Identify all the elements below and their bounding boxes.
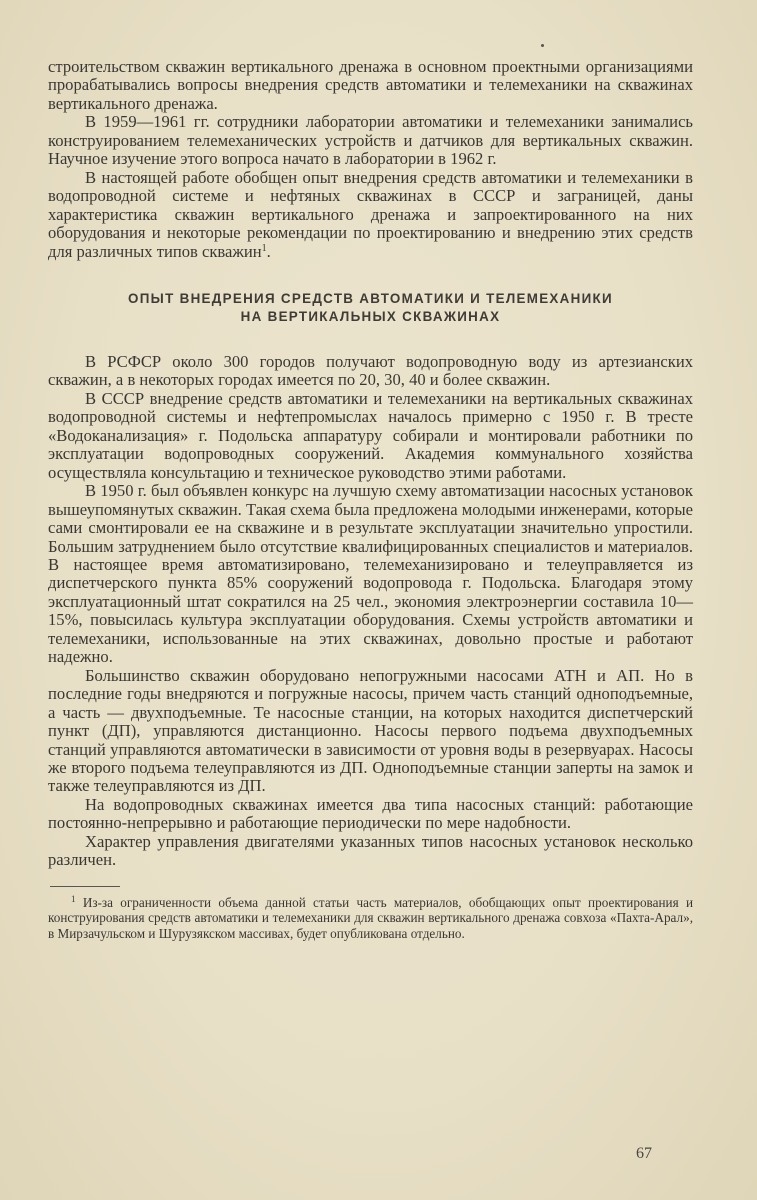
section-heading-line-2: НА ВЕРТИКАЛЬНЫХ СКВАЖИНАХ — [240, 308, 501, 324]
ink-speck — [541, 44, 544, 47]
section-heading-line-1: ОПЫТ ВНЕДРЕНИЯ СРЕДСТВ АВТОМАТИКИ И ТЕЛЕМЕХАНИКИ — [128, 290, 613, 306]
intro-paragraph-1: строительством скважин вертикального дренажа в основном проектными организациями прорабатывались вопросы внедрения средств автоматики и телемеханики на скважинах вертикального дренажа. — [48, 57, 693, 113]
body-paragraph-4: Большинство скважин оборудовано непогружными насосами АТН и АП. Но в последние годы внедряются и погружные насосы, причем часть станций одноподъемные, а часть — двухподъемные. Те насосные станции, на которых находится диспетчерский пункт (ДП), управляются дистанционно. Насосы первого подъема двухподъемных станций управляются автоматически в зависимости от уровня воды в резервуарах. Насосы же второго подъема телеуправляются из ДП. Одноподъемные станции заперты на замок и также телеуправляются из ДП. — [48, 665, 693, 796]
intro-paragraph-2: В 1959—1961 гг. сотрудники лаборатории автоматики и телемеханики занимались конструированием телемеханических устройств и датчиков для вертикальных скважин. Научное изучение этого вопроса начато в лаборатории в 1962 г. — [48, 112, 693, 169]
text-column — [48, 58, 693, 941]
body-paragraph-3: В 1950 г. был объявлен конкурс на лучшую схему автоматизации насосных установок вышеупомянутых скважин. Такая схема была предложена молодыми инженерами, которые сами смонтировали ее на скважине и в результате эксплуатации значительно упростили. Большим затруднением было отсутствие квалифицированных специалистов и материалов. В настоящее время автоматизировано, телемеханизировано и телеуправляется из диспетчерского пункта 85% сооружений водопровода г. Подольска. Благодаря этому эксплуатационный штат сократился на 25 чел., экономия электроэнергии составила 10—15%, повысилась культура эксплуатации оборудования. Схемы устройств автоматики и телемеханики, использованные на этих скважинах, довольно простые и работают надежно. — [48, 481, 693, 667]
footnote-text: Из-за ограниченности объема данной статьи часть материалов, обобщающих опыт проектирования и конструирования средств автоматики и телемеханики для скважин вертикального дренажа совхоза «Пахта-Арал», в Мирзачульском и Шурузякском массивах, будет опубликована отдельно. — [48, 894, 694, 941]
intro-paragraph-3: В настоящей работе обобщен опыт внедрения средств автоматики и телемеханики в водопроводной системе и нефтяных скважинах в СССР и заграницей, даны характеристика скважин вертикального дренажа и запроектированного на них оборудования и некоторые рекомендации по проектированию и внедрению этих средств для различных типов скважин$^1$. — [48, 167, 693, 261]
section-heading — [48, 290, 693, 326]
footnote — [48, 895, 693, 942]
body-paragraph-2: В СССР внедрение средств автоматики и телемеханики на вертикальных скважинах водопроводной системы и нефтепромыслах началось примерно с 1950 г. В тресте «Водоканализация» г. Подольска аппаратуру собирали и монтировали работники по эксплуатации водопроводных сооружений. Академия коммунального хозяйства осуществляла консультацию и техническое руководство этими работами. — [48, 388, 693, 482]
body-paragraph-6: Характер управления двигателями указанных типов насосных установок несколько различен. — [48, 831, 693, 870]
footnote-separator — [50, 886, 120, 887]
footnote-mark: 1 — [71, 893, 76, 904]
page-number: 67 — [636, 1145, 652, 1162]
body-paragraph-1: В РСФСР около 300 городов получают водопроводную воду из артезианских скважин, а в некоторых городах имеется по 20, 30, 40 и более скважин. — [48, 351, 693, 390]
footnote-reference: 1 — [261, 242, 267, 254]
body-paragraph-5: На водопроводных скважинах имеется два типа насосных станций: работающие постоянно-непрерывно и работающие периодически по мере надобности. — [48, 794, 693, 833]
